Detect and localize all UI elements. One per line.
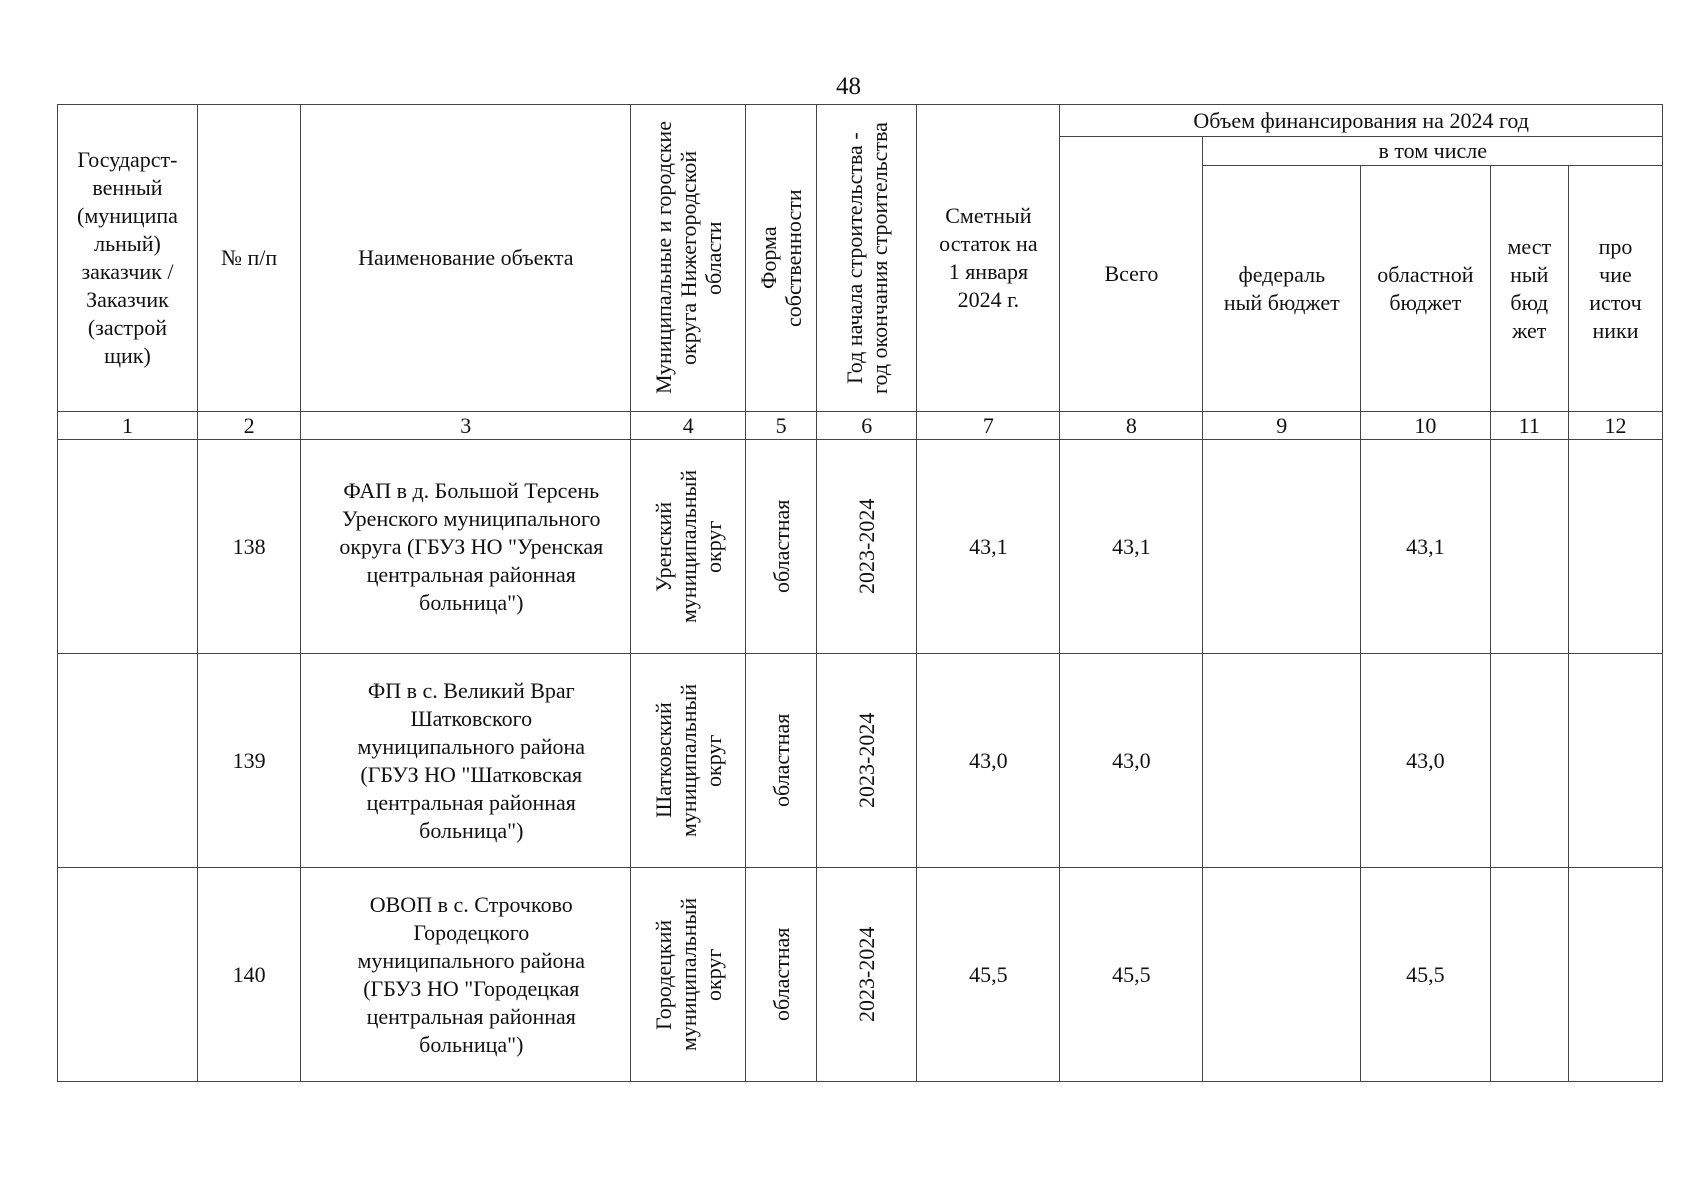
- column-number: 5: [746, 412, 817, 440]
- header-remaining: Сметный остаток на 1 января 2024 г.: [917, 105, 1060, 412]
- cell-years: [817, 654, 917, 868]
- cell-other: [1568, 440, 1662, 654]
- cell-ownership-text: областная: [768, 499, 794, 594]
- header-customer: Государст- венный (муниципа льный) заказчик / Заказчик (застрой щик): [58, 105, 198, 412]
- column-number: 2: [197, 412, 300, 440]
- cell-district-text: Уренский муниципальный округ: [650, 469, 726, 624]
- cell-federal: [1203, 440, 1361, 654]
- cell-regional: 45,5: [1361, 868, 1490, 1082]
- cell-district: [631, 440, 746, 654]
- header-ownership-text: Форма собственности: [756, 189, 807, 327]
- header-object-name: Наименование объекта: [301, 105, 631, 412]
- column-number: 8: [1060, 412, 1203, 440]
- column-number: 7: [917, 412, 1060, 440]
- cell-customer: [58, 868, 198, 1082]
- header-including: в том числе: [1203, 137, 1663, 166]
- cell-number: 139: [197, 654, 300, 868]
- column-number: 9: [1203, 412, 1361, 440]
- header-years: [817, 105, 917, 412]
- header-total: Всего: [1060, 137, 1203, 412]
- header-other: про чие источ ники: [1568, 166, 1662, 412]
- cell-remaining: 45,5: [917, 868, 1060, 1082]
- cell-federal: [1203, 654, 1361, 868]
- cell-years: [817, 868, 917, 1082]
- cell-regional: 43,0: [1361, 654, 1490, 868]
- column-numbers-row: [58, 412, 1663, 440]
- cell-federal: [1203, 868, 1361, 1082]
- column-number: 3: [301, 412, 631, 440]
- financing-table: [57, 104, 1663, 1082]
- cell-district-text: Шатковский муниципальный округ: [650, 683, 726, 838]
- page-number: 48: [836, 73, 861, 100]
- cell-ownership-text: областная: [768, 927, 794, 1022]
- cell-object-name: ФАП в д. Большой Терсень Уренского муниципального округа (ГБУЗ НО "Уренская центральная районная больница"): [301, 440, 631, 654]
- header-years-text: Год начала строительства - год окончания строительства: [841, 122, 892, 394]
- column-number: 11: [1490, 412, 1568, 440]
- cell-local: [1490, 440, 1568, 654]
- cell-customer: [58, 440, 198, 654]
- cell-local: [1490, 868, 1568, 1082]
- header-district-text: Муниципальные и городские округа Нижегородской области: [650, 121, 726, 395]
- cell-remaining: 43,0: [917, 654, 1060, 868]
- column-number: 12: [1568, 412, 1662, 440]
- table-row: [58, 868, 1663, 1082]
- column-number: 1: [58, 412, 198, 440]
- header-financing: Объем финансирования на 2024 год: [1060, 105, 1663, 137]
- cell-total: 45,5: [1060, 868, 1203, 1082]
- header-ownership: [746, 105, 817, 412]
- cell-district: [631, 654, 746, 868]
- cell-years-text: 2023-2024: [854, 498, 880, 595]
- header-federal: федераль ный бюджет: [1203, 166, 1361, 412]
- column-number: 10: [1361, 412, 1490, 440]
- cell-years-text: 2023-2024: [854, 926, 880, 1023]
- cell-number: 138: [197, 440, 300, 654]
- header-local: мест ный бюд жет: [1490, 166, 1568, 412]
- cell-other: [1568, 654, 1662, 868]
- cell-district-text: Городецкий муниципальный округ: [650, 897, 726, 1052]
- cell-ownership: [746, 440, 817, 654]
- cell-years-text: 2023-2024: [854, 712, 880, 809]
- header-row-1: [58, 105, 1663, 137]
- cell-remaining: 43,1: [917, 440, 1060, 654]
- table-row: [58, 654, 1663, 868]
- cell-other: [1568, 868, 1662, 1082]
- cell-number: 140: [197, 868, 300, 1082]
- column-number: 4: [631, 412, 746, 440]
- cell-local: [1490, 654, 1568, 868]
- cell-years: [817, 440, 917, 654]
- cell-regional: 43,1: [1361, 440, 1490, 654]
- cell-customer: [58, 654, 198, 868]
- column-number: 6: [817, 412, 917, 440]
- cell-object-name: ОВОП в с. Строчково Городецкого муниципального района (ГБУЗ НО "Городецкая центральная районная больница"): [301, 868, 631, 1082]
- header-district: [631, 105, 746, 412]
- header-regional: областной бюджет: [1361, 166, 1490, 412]
- cell-ownership: [746, 868, 817, 1082]
- cell-object-name: ФП в с. Великий Враг Шатковского муниципального района (ГБУЗ НО "Шатковская центральная районная больница"): [301, 654, 631, 868]
- cell-district: [631, 868, 746, 1082]
- cell-ownership: [746, 654, 817, 868]
- cell-ownership-text: областная: [768, 713, 794, 808]
- cell-total: 43,0: [1060, 654, 1203, 868]
- header-number: № п/п: [197, 105, 300, 412]
- table-row: [58, 440, 1663, 654]
- cell-total: 43,1: [1060, 440, 1203, 654]
